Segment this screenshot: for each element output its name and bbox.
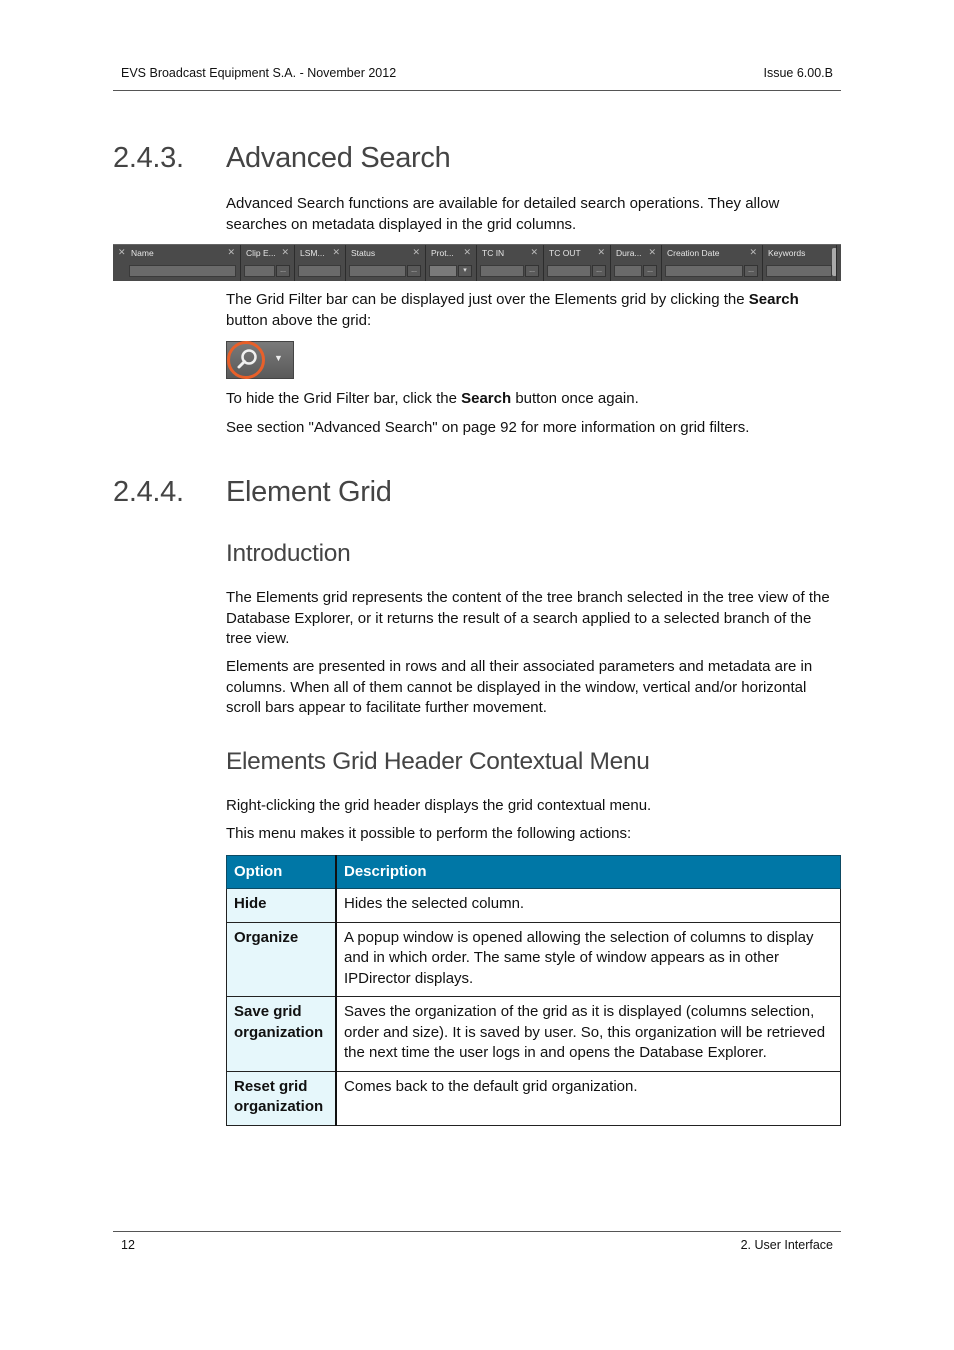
table-row xyxy=(227,997,841,1072)
filter-input[interactable] xyxy=(298,265,341,277)
section-title: Advanced Search xyxy=(226,142,451,174)
options-table xyxy=(226,855,841,1126)
filter-dropdown[interactable] xyxy=(429,265,457,277)
filter-input[interactable] xyxy=(349,265,406,277)
advanced-search-intro: Advanced Search functions are available for detailed search operations. They allow searches on metadata displayed in the grid columns. xyxy=(226,195,780,233)
section-number: 2.4.3. xyxy=(113,142,184,174)
table-row xyxy=(227,889,841,923)
option-cell: Save grid organization xyxy=(227,997,337,1072)
hide-filter-instructions: To hide the Grid Filter bar, click the Search button once again. xyxy=(226,390,639,407)
introduction-paragraph-1: The Elements grid represents the content of the tree branch selected in the tree view of the Database Explorer, or it returns the result of a search applied to a selected branch of the tree view. xyxy=(226,589,830,647)
filter-clear-icon[interactable]: ✕ xyxy=(530,247,538,257)
filter-input[interactable] xyxy=(614,265,642,277)
contextual-menu-paragraph-2: This menu makes it possible to perform the following actions: xyxy=(226,825,632,842)
filter-options-button[interactable]: ... xyxy=(643,265,657,277)
filter-column xyxy=(544,245,611,281)
description-cell: A popup window is opened allowing the selection of columns to display and in which order. The same style of window appears as in other IPDirector displays. xyxy=(336,922,841,997)
filter-clear-icon[interactable]: ✕ xyxy=(648,247,656,257)
filter-clear-icon[interactable]: ✕ xyxy=(749,247,757,257)
filter-column xyxy=(295,245,346,281)
filter-column xyxy=(346,245,426,281)
filter-clear-icon[interactable]: ✕ xyxy=(597,247,605,257)
contextual-menu-paragraph-1: Right-clicking the grid header displays the grid contextual menu. xyxy=(226,797,652,814)
filter-bar-instructions: The Grid Filter bar can be displayed just over the Elements grid by clicking the Search button above the grid: xyxy=(226,291,799,329)
filter-column-label[interactable]: Dura... xyxy=(616,248,642,258)
filter-options-button[interactable]: ... xyxy=(407,265,421,277)
header-right: Issue 6.00.B xyxy=(763,66,833,80)
see-section-reference: See section "Advanced Search" on page 92 for more information on grid filters. xyxy=(226,419,750,436)
filter-options-button[interactable]: ... xyxy=(592,265,606,277)
filter-column-label[interactable]: LSM... xyxy=(300,248,325,258)
filter-column-label[interactable]: Creation Date xyxy=(667,248,720,258)
filter-input[interactable] xyxy=(665,265,743,277)
filter-column xyxy=(611,245,662,281)
description-cell: Saves the organization of the grid as it is displayed (columns selection, order and size). It is saved by user. So, this organization will be retrieved the next time the user logs in and opens the Database Explorer. xyxy=(336,997,841,1072)
filter-input[interactable] xyxy=(244,265,275,277)
filter-column-label[interactable]: Keywords xyxy=(768,248,806,258)
filter-column xyxy=(763,245,837,281)
filter-column-label[interactable]: Name xyxy=(131,248,154,258)
section-number: 2.4.4. xyxy=(113,476,184,508)
filter-input[interactable] xyxy=(766,265,832,277)
filter-input[interactable] xyxy=(547,265,591,277)
filter-options-button[interactable]: ... xyxy=(744,265,758,277)
filter-bar-close-icon[interactable]: ✕ xyxy=(118,247,126,257)
filter-column-label[interactable]: Prot... xyxy=(431,248,454,258)
filter-dropdown-arrow-icon[interactable]: ▾ xyxy=(458,265,472,277)
column-header-option: Option xyxy=(227,856,337,889)
section-heading-element-grid xyxy=(113,476,392,509)
filter-column xyxy=(426,245,477,281)
header-rule xyxy=(113,90,841,91)
filter-clear-icon[interactable]: ✕ xyxy=(412,247,420,257)
footer-rule xyxy=(113,1231,841,1232)
filter-column-label[interactable]: Clip E... xyxy=(246,248,276,258)
filter-clear-icon[interactable]: ✕ xyxy=(332,247,340,257)
filter-options-button[interactable]: ... xyxy=(525,265,539,277)
subheading-contextual-menu: Elements Grid Header Contextual Menu xyxy=(226,748,650,775)
table-header-row xyxy=(227,856,841,889)
option-cell: Reset grid organization xyxy=(227,1071,337,1125)
filter-column xyxy=(241,245,295,281)
filter-column xyxy=(477,245,544,281)
description-cell: Hides the selected column. xyxy=(336,889,841,923)
search-button[interactable] xyxy=(226,341,294,379)
search-dropdown-arrow-icon[interactable]: ▼ xyxy=(274,353,283,363)
filter-input[interactable] xyxy=(129,265,236,277)
table-row xyxy=(227,922,841,997)
filter-column-label[interactable]: TC IN xyxy=(482,248,505,258)
description-cell: Comes back to the default grid organization. xyxy=(336,1071,841,1125)
filter-column xyxy=(126,245,241,281)
filter-input[interactable] xyxy=(480,265,524,277)
page-number: 12 xyxy=(121,1238,135,1252)
introduction-paragraph-2: Elements are presented in rows and all their associated parameters and metadata are in columns. When all of them cannot be displayed in the window, vertical and/or horizontal scroll bars appear to facilitate further movement. xyxy=(226,658,813,716)
filter-column-label[interactable]: TC OUT xyxy=(549,248,581,258)
filter-column xyxy=(662,245,763,281)
filter-clear-icon[interactable]: ✕ xyxy=(227,247,235,257)
header-left: EVS Broadcast Equipment S.A. - November 2012 xyxy=(121,66,397,80)
search-highlight-ring xyxy=(227,341,265,379)
grid-filter-bar xyxy=(113,244,841,281)
option-cell: Organize xyxy=(227,922,337,997)
filter-column-label[interactable]: Status xyxy=(351,248,376,258)
filter-clear-icon[interactable]: ✕ xyxy=(281,247,289,257)
table-row xyxy=(227,1071,841,1125)
section-heading-advanced-search xyxy=(113,142,450,175)
section-title: Element Grid xyxy=(226,476,392,508)
subheading-introduction: Introduction xyxy=(226,540,351,567)
column-header-description: Description xyxy=(336,856,841,889)
filter-clear-icon[interactable]: ✕ xyxy=(463,247,471,257)
filter-options-button[interactable]: ... xyxy=(276,265,290,277)
footer-chapter: 2. User Interface xyxy=(740,1238,833,1252)
option-cell: Hide xyxy=(227,889,337,923)
